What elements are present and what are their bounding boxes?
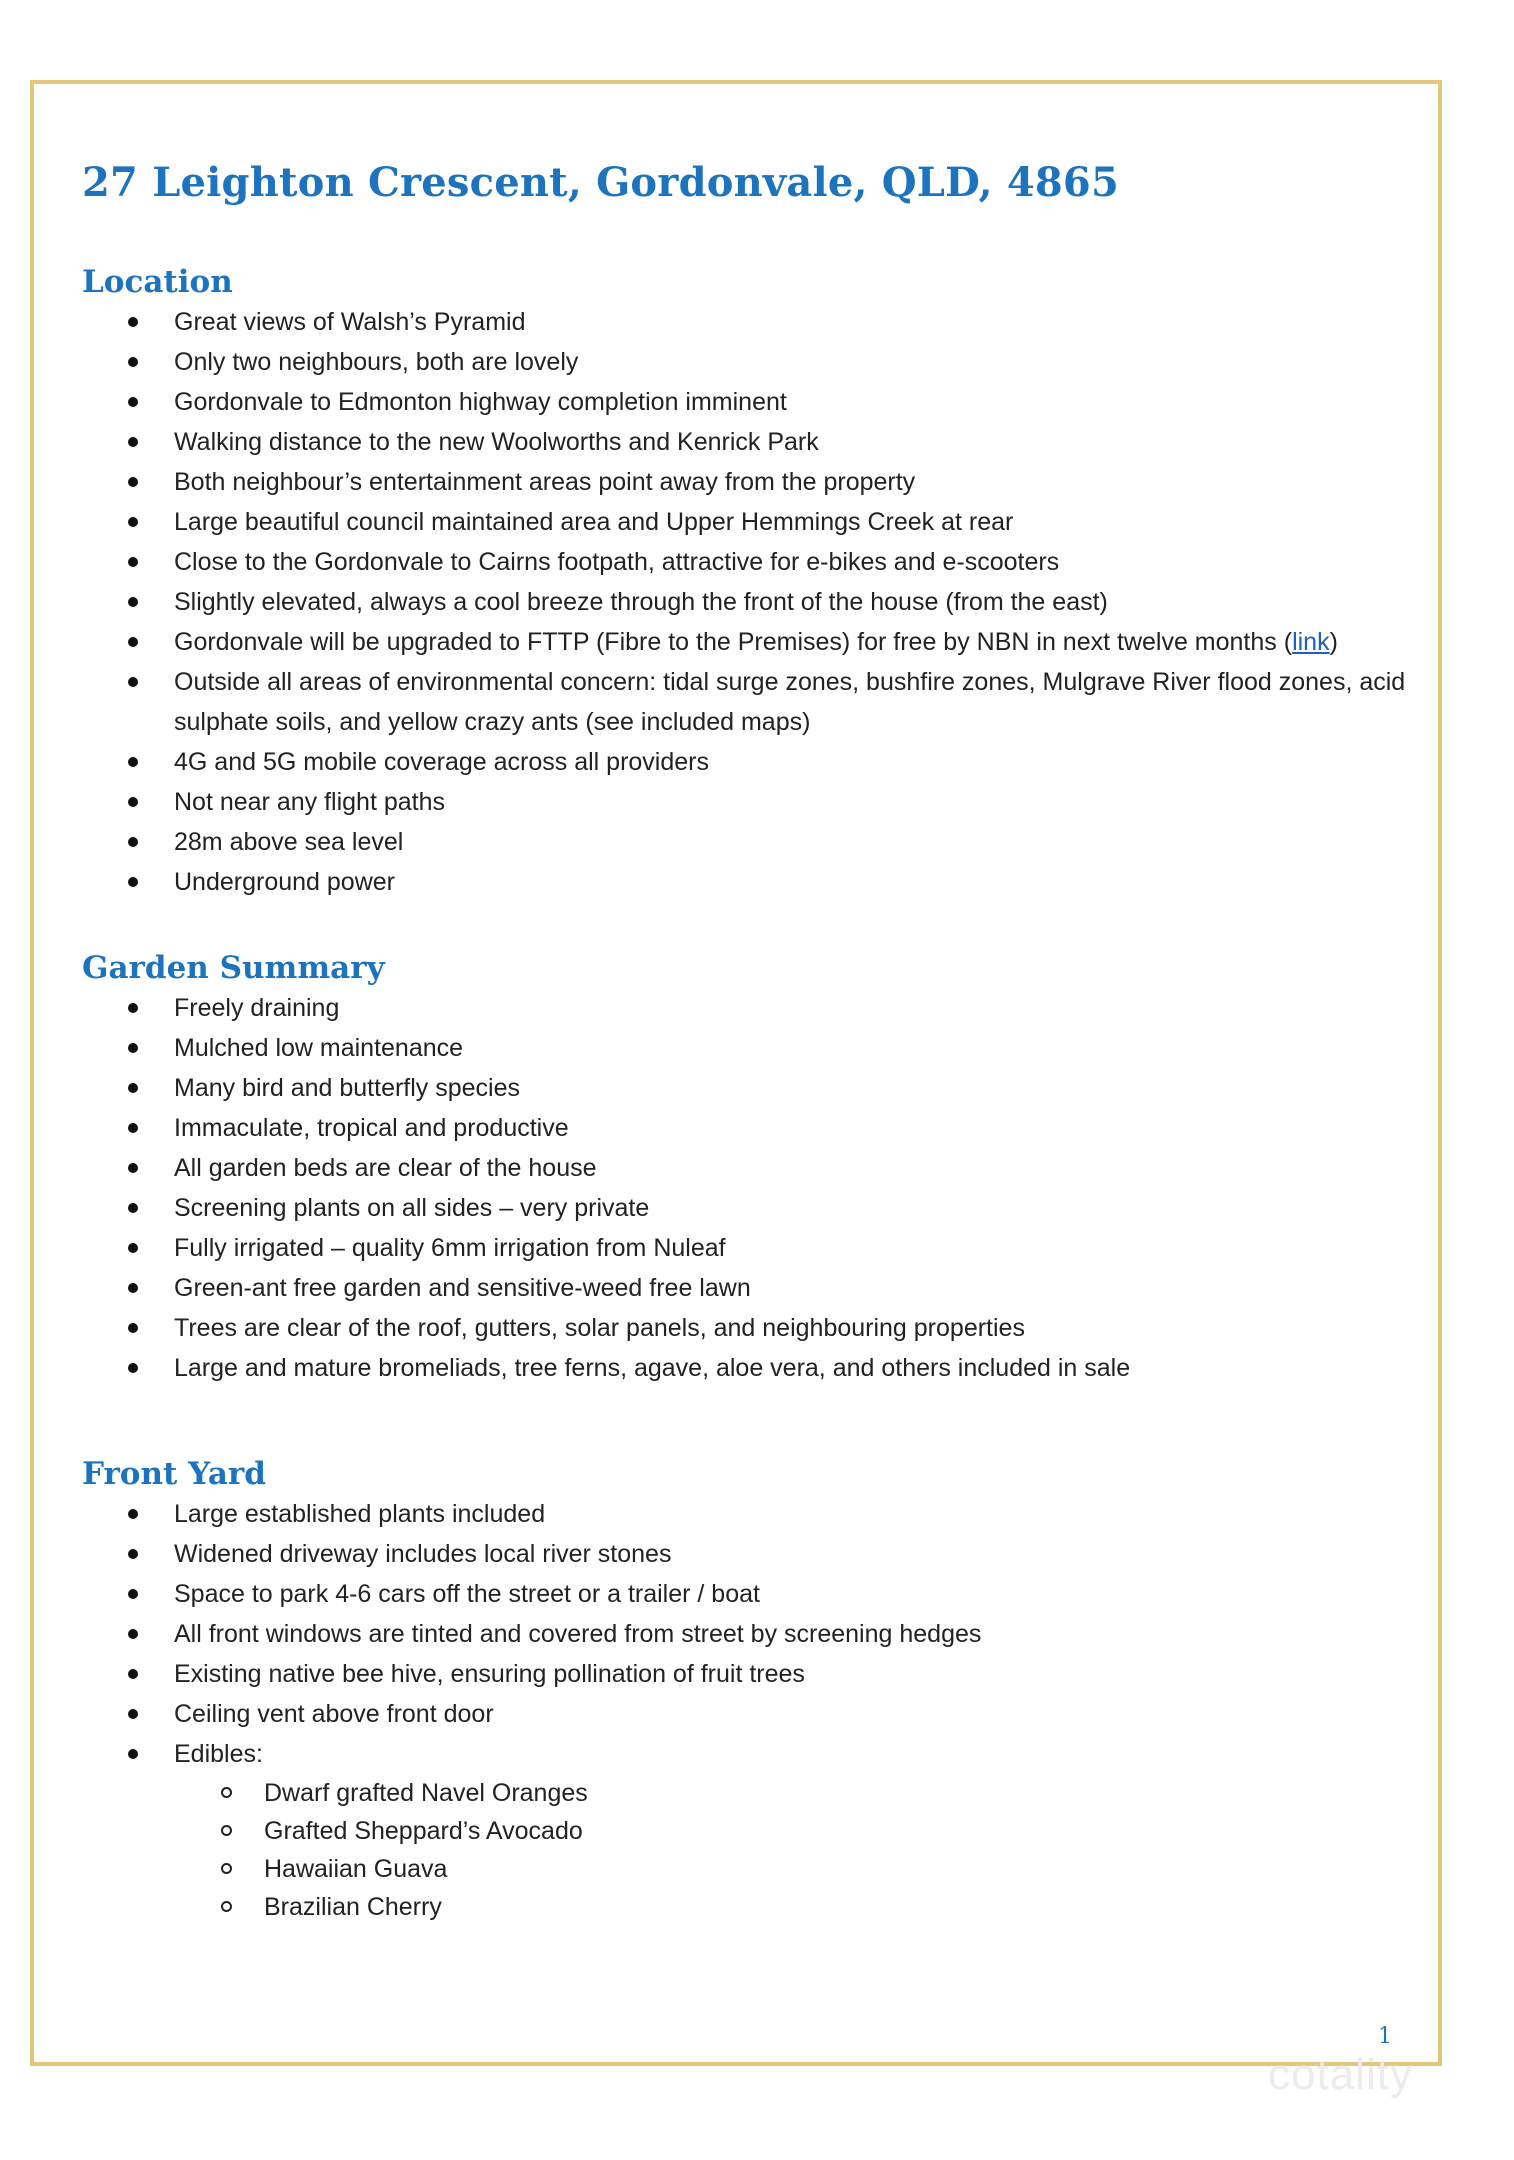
list-item: 4G and 5G mobile coverage across all providers (82, 742, 1412, 782)
list-item: Both neighbour’s entertainment areas point away from the property (82, 462, 1412, 502)
bullet-icon (128, 677, 138, 687)
list-item: Space to park 4-6 cars off the street or a trailer / boat (82, 1574, 1412, 1614)
garden-summary-list (82, 988, 1412, 1388)
list-item: Outside all areas of environmental concern: tidal surge zones, bushfire zones, Mulgrave River flood zones, acid sulphate soils, and yellow crazy ants (see included maps) (82, 662, 1412, 742)
bullet-icon (128, 1669, 138, 1679)
list-item: Immaculate, tropical and productive (82, 1108, 1412, 1148)
list-item: Many bird and butterfly species (82, 1068, 1412, 1108)
garden-summary-heading: Garden Summary (82, 950, 385, 986)
list-item: All front windows are tinted and covered from street by screening hedges (82, 1614, 1412, 1654)
bullet-icon (128, 1123, 138, 1133)
bullet-icon (128, 317, 138, 327)
bullet-icon (128, 837, 138, 847)
list-item: Widened driveway includes local river stones (82, 1534, 1412, 1574)
list-item: Trees are clear of the roof, gutters, solar panels, and neighbouring properties (82, 1308, 1412, 1348)
bullet-icon (128, 1283, 138, 1293)
list-item: Large established plants included (82, 1494, 1412, 1534)
document-body (82, 150, 1412, 1926)
page-title: 27 Leighton Crescent, Gordonvale, QLD, 4865 (82, 159, 1119, 206)
list-item: All garden beds are clear of the house (82, 1148, 1412, 1188)
front-yard-heading: Front Yard (82, 1456, 266, 1492)
nbn-link[interactable]: link (1292, 628, 1330, 656)
hollow-bullet-icon (221, 1863, 232, 1874)
bullet-icon (128, 1043, 138, 1053)
list-item: Existing native bee hive, ensuring pollination of fruit trees (82, 1654, 1412, 1694)
bullet-icon (128, 1549, 138, 1559)
bullet-icon (128, 517, 138, 527)
list-item: Green-ant free garden and sensitive-weed free lawn (82, 1268, 1412, 1308)
list-item: Slightly elevated, always a cool breeze through the front of the house (from the east) (82, 582, 1412, 622)
bullet-icon (128, 797, 138, 807)
list-item: Large beautiful council maintained area and Upper Hemmings Creek at rear (82, 502, 1412, 542)
list-item: Edibles: (82, 1734, 1412, 1774)
bullet-icon (128, 1509, 138, 1519)
list-item: Underground power (82, 862, 1412, 902)
bullet-icon (128, 877, 138, 887)
hollow-bullet-icon (221, 1787, 232, 1798)
watermark-logo: cotality (1268, 2050, 1413, 2099)
bullet-icon (128, 437, 138, 447)
location-list (82, 302, 1412, 902)
location-heading: Location (82, 264, 233, 300)
list-item: Walking distance to the new Woolworths and Kenrick Park (82, 422, 1412, 462)
edible-item: Brazilian Cherry (82, 1888, 1412, 1926)
list-item: 28m above sea level (82, 822, 1412, 862)
bullet-icon (128, 1749, 138, 1759)
bullet-icon (128, 557, 138, 567)
edible-item: Hawaiian Guava (82, 1850, 1412, 1888)
bullet-icon (128, 1203, 138, 1213)
bullet-icon (128, 357, 138, 367)
bullet-icon (128, 477, 138, 487)
list-item: Screening plants on all sides – very private (82, 1188, 1412, 1228)
bullet-icon (128, 597, 138, 607)
list-item: Not near any flight paths (82, 782, 1412, 822)
bullet-icon (128, 1709, 138, 1719)
list-item-nbn: Gordonvale will be upgraded to FTTP (Fibre to the Premises) for free by NBN in next twelve months (link) (82, 622, 1412, 662)
list-item: Only two neighbours, both are lovely (82, 342, 1412, 382)
hollow-bullet-icon (221, 1901, 232, 1912)
list-item: Freely draining (82, 988, 1412, 1028)
bullet-icon (128, 637, 138, 647)
bullet-icon (128, 1589, 138, 1599)
list-item: Mulched low maintenance (82, 1028, 1412, 1068)
bullet-icon (128, 1363, 138, 1373)
bullet-icon (128, 1323, 138, 1333)
list-item: Fully irrigated – quality 6mm irrigation from Nuleaf (82, 1228, 1412, 1268)
bullet-icon (128, 757, 138, 767)
bullet-icon (128, 1003, 138, 1013)
list-item: Great views of Walsh’s Pyramid (82, 302, 1412, 342)
hollow-bullet-icon (221, 1825, 232, 1836)
list-item: Close to the Gordonvale to Cairns footpath, attractive for e-bikes and e-scooters (82, 542, 1412, 582)
bullet-icon (128, 397, 138, 407)
bullet-icon (128, 1163, 138, 1173)
bullet-icon (128, 1243, 138, 1253)
list-item: Gordonvale to Edmonton highway completion imminent (82, 382, 1412, 422)
front-yard-list (82, 1494, 1412, 1926)
bullet-icon (128, 1629, 138, 1639)
list-item: Large and mature bromeliads, tree ferns, agave, aloe vera, and others included in sale (82, 1348, 1412, 1388)
bullet-icon (128, 1083, 138, 1093)
page-number: 1 (1378, 2024, 1392, 2049)
list-item: Ceiling vent above front door (82, 1694, 1412, 1734)
edible-item: Grafted Sheppard’s Avocado (82, 1812, 1412, 1850)
edible-item: Dwarf grafted Navel Oranges (82, 1774, 1412, 1812)
